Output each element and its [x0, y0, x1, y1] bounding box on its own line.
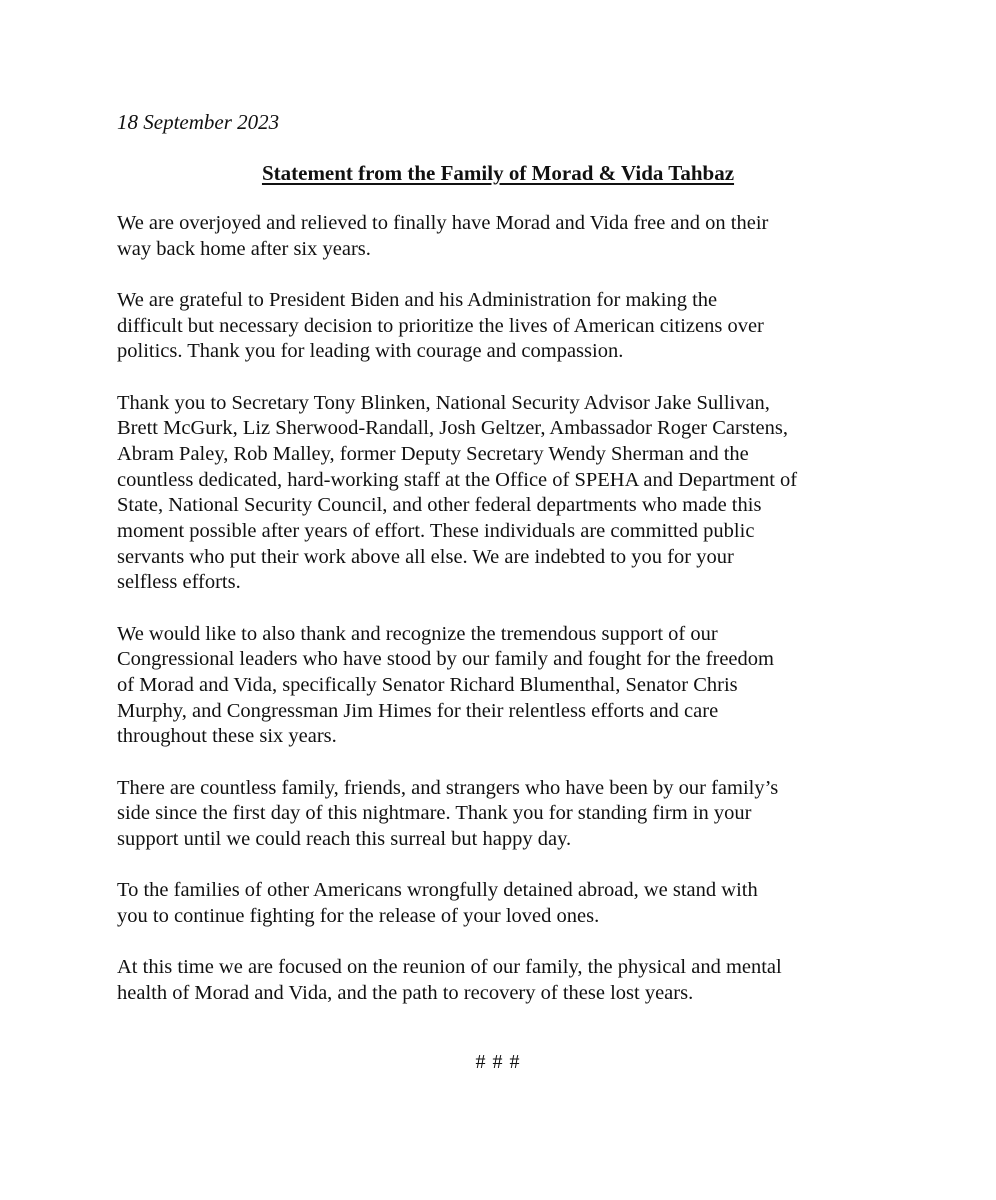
paragraph-line: way back home after six years.	[117, 237, 371, 260]
paragraph-line: Thank you to Secretary Tony Blinken, National Security Advisor Jake Sullivan,	[117, 391, 770, 414]
paragraph-line: throughout these six years.	[117, 725, 337, 748]
paragraph-line: support until we could reach this surreal but happy day.	[117, 828, 572, 851]
paragraph-line: There are countless family, friends, and strangers who have been by our family’s	[117, 776, 779, 799]
paragraph-line: Brett McGurk, Liz Sherwood-Randall, Josh Geltzer, Ambassador Roger Carstens,	[117, 417, 788, 440]
paragraph-line: We would like to also thank and recognize the tremendous support of our	[117, 622, 718, 645]
paragraph-line: At this time we are focused on the reunion of our family, the physical and mental	[117, 956, 782, 979]
paragraph-line: Abram Paley, Rob Malley, former Deputy Secretary Wendy Sherman and the	[117, 442, 749, 465]
paragraph-release	[117, 211, 887, 262]
paragraph-thanks-president	[117, 288, 887, 365]
end-of-statement-mark: # # #	[475, 1051, 521, 1073]
paragraph-line: Murphy, and Congressman Jim Himes for their relentless efforts and care	[117, 699, 719, 722]
statement-date: 18 September 2023	[117, 110, 280, 134]
paragraph-line: We are overjoyed and relieved to finally have Morad and Vida free and on their	[117, 212, 769, 234]
paragraph-line: To the families of other Americans wrongfully detained abroad, we stand with	[117, 879, 758, 902]
statement-body	[117, 211, 887, 1032]
statement-title: Statement from the Family of Morad & Vida Tahbaz	[261, 161, 735, 185]
paragraph-line: you to continue fighting for the release of your loved ones.	[117, 904, 600, 927]
paragraph-line: politics. Thank you for leading with courage and compassion.	[117, 340, 624, 363]
paragraph-thanks-supporters	[117, 776, 887, 853]
paragraph-line: selfless efforts.	[117, 571, 241, 594]
paragraph-line: health of Morad and Vida, and the path to recovery of these lost years.	[117, 981, 694, 1004]
paragraph-line: State, National Security Council, and other federal departments who made this	[117, 494, 762, 517]
paragraph-line: Congressional leaders who have stood by our family and fought for the freedom	[117, 648, 774, 671]
paragraph-line: We are grateful to President Biden and his Administration for making the	[117, 288, 718, 311]
paragraph-line: servants who put their work above all else. We are indebted to you for your	[117, 545, 734, 568]
paragraph-thanks-officials	[117, 391, 887, 597]
paragraph-line: of Morad and Vida, specifically Senator Richard Blumenthal, Senator Chris	[117, 674, 738, 697]
paragraph-thanks-congress	[117, 622, 887, 751]
paragraph-line: moment possible after years of effort. These individuals are committed public	[117, 520, 755, 543]
paragraph-line: difficult but necessary decision to prioritize the lives of American citizens over	[117, 314, 764, 337]
paragraph-other-families	[117, 878, 887, 929]
paragraph-line: side since the first day of this nightmare. Thank you for standing firm in your	[117, 802, 752, 825]
paragraph-line: countless dedicated, hard-working staff at the Office of SPEHA and Department of	[117, 468, 798, 491]
paragraph-focus-reunion	[117, 955, 887, 1006]
